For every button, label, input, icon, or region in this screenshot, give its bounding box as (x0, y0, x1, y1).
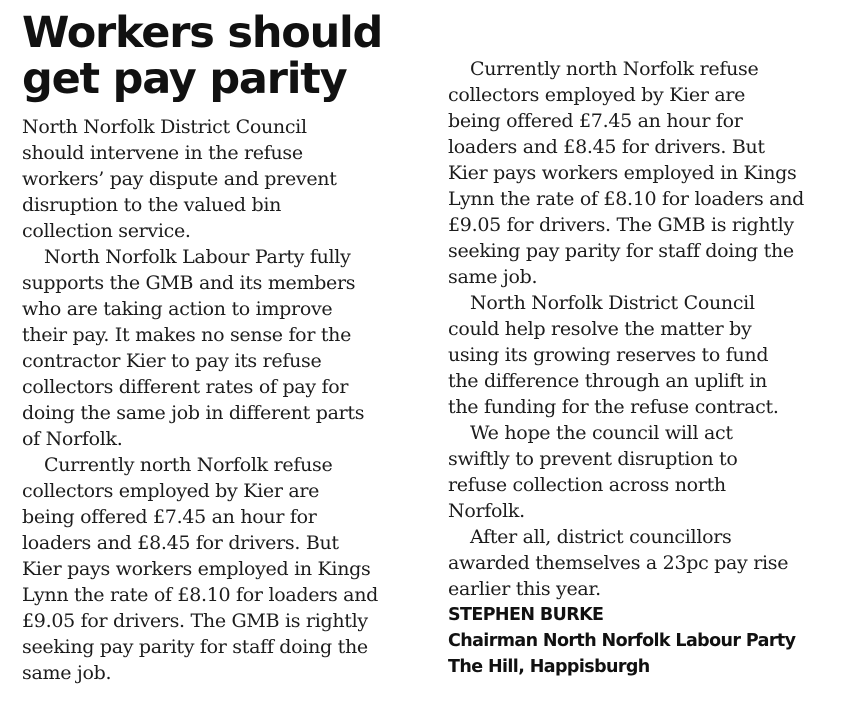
text-line: being offered £7.45 an hour for (22, 506, 317, 528)
text-line: awarded themselves a 23pc pay rise (448, 552, 789, 574)
text-line: earlier this year. (448, 578, 601, 600)
text-line: disruption to the valued bin (22, 194, 282, 216)
text-line: seeking pay parity for staff doing the (22, 636, 368, 658)
text-line: the difference through an uplift in (448, 370, 767, 392)
text-line: could help resolve the matter by (448, 318, 752, 340)
text-line: collection service. (22, 220, 191, 242)
text-line: the funding for the refuse contract. (448, 396, 779, 418)
text-line: doing the same job in different parts (22, 402, 365, 424)
text-line: contractor Kier to pay its refuse (22, 350, 322, 372)
text-line: Currently north Norfolk refuse (470, 58, 759, 80)
text-line: loaders and £8.45 for drivers. But (22, 532, 339, 554)
text-line: After all, district councillors (470, 526, 732, 548)
headline-line: Workers should (22, 8, 383, 58)
signature-name: STEPHEN BURKE (448, 605, 604, 625)
text-line: of Norfolk. (22, 428, 123, 450)
text-line: same job. (448, 266, 538, 288)
text-line: who are taking action to improve (22, 298, 333, 320)
text-line: using its growing reserves to fund (448, 344, 769, 366)
signature-block (448, 602, 848, 680)
paragraph (448, 56, 848, 290)
text-line: swiftly to prevent disruption to (448, 448, 738, 470)
text-line: £9.05 for drivers. The GMB is rightly (448, 214, 794, 236)
text-line: Lynn the rate of £8.10 for loaders and (448, 188, 805, 210)
text-line: Kier pays workers employed in Kings (448, 162, 797, 184)
text-line: same job. (22, 662, 112, 684)
signature-address: The Hill, Happisburgh (448, 657, 650, 677)
paragraph (448, 420, 848, 524)
paragraph (448, 524, 848, 602)
text-line: seeking pay parity for staff doing the (448, 240, 794, 262)
text-line: £9.05 for drivers. The GMB is rightly (22, 610, 368, 632)
paragraph (22, 114, 427, 244)
text-line: loaders and £8.45 for drivers. But (448, 136, 765, 158)
text-line: being offered £7.45 an hour for (448, 110, 743, 132)
text-line: Currently north Norfolk refuse (44, 454, 333, 476)
text-line: refuse collection across north (448, 474, 726, 496)
text-line: their pay. It makes no sense for the (22, 324, 352, 346)
text-line: Norfolk. (448, 500, 525, 522)
text-line: Lynn the rate of £8.10 for loaders and (22, 584, 379, 606)
right-column (448, 56, 848, 680)
paragraph (22, 244, 427, 452)
text-line: should intervene in the refuse (22, 142, 303, 164)
signature-title: Chairman North Norfolk Labour Party (448, 631, 796, 651)
text-line: Kier pays workers employed in Kings (22, 558, 371, 580)
text-line: North Norfolk Labour Party fully (44, 246, 351, 268)
text-line: collectors different rates of pay for (22, 376, 349, 398)
headline-line: get pay parity (22, 54, 347, 104)
headline (22, 10, 427, 102)
text-line: North Norfolk District Council (22, 116, 307, 138)
text-line: collectors employed by Kier are (448, 84, 746, 106)
left-column-body (22, 114, 427, 686)
paragraph (22, 452, 427, 686)
text-line: North Norfolk District Council (470, 292, 755, 314)
text-line: We hope the council will act (470, 422, 733, 444)
paragraph (448, 290, 848, 420)
text-line: supports the GMB and its members (22, 272, 356, 294)
text-line: workers’ pay dispute and prevent (22, 168, 337, 190)
text-line: collectors employed by Kier are (22, 480, 320, 502)
left-column (22, 0, 427, 686)
